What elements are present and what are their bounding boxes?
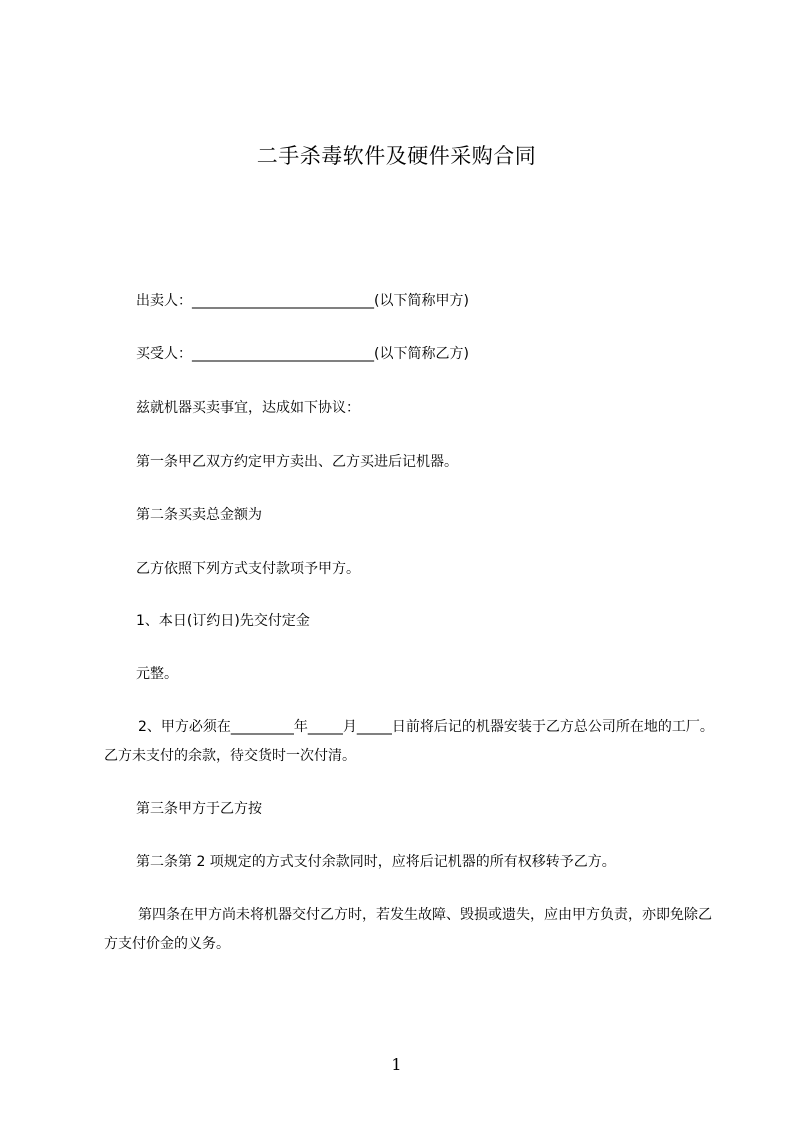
intro-paragraph: 兹就机器买卖事宜，达成如下协议： bbox=[136, 400, 360, 416]
article-4: 第四条在甲方尚未将机器交付乙方时，若发生故障、毁损或遗失，应由甲方负责，亦即免除乙方支付价金的义务。 bbox=[104, 907, 712, 952]
article-3-continued: 第二条第 2 项规定的方式支付余款同时，应将后记机器的所有权移转予乙方。 bbox=[136, 854, 616, 870]
article-3: 第三条甲方于乙方按 bbox=[136, 801, 262, 817]
buyer-line: 买受人：__________________________(以下简称乙方) bbox=[136, 346, 469, 362]
payment-item-2: 2、甲方必须在_________年_____月_____日前将后记的机器安装于乙方总公司所在地的工厂。乙方未支付的余款，待交货时一次付清。 bbox=[104, 719, 714, 764]
document-title: 二手杀毒软件及硬件采购合同 bbox=[256, 144, 537, 168]
article-1: 第一条甲乙双方约定甲方卖出、乙方买进后记机器。 bbox=[136, 454, 458, 470]
payment-item-1-continued: 元整。 bbox=[136, 666, 178, 682]
seller-line: 出卖人：__________________________(以下简称甲方) bbox=[136, 293, 469, 309]
page-number: 1 bbox=[391, 1055, 402, 1074]
payment-item-1: 1、本日(订约日)先交付定金 bbox=[136, 613, 310, 629]
payment-intro: 乙方依照下列方式支付款项予甲方。 bbox=[136, 561, 360, 577]
article-2: 第二条买卖总金额为 bbox=[136, 507, 262, 523]
